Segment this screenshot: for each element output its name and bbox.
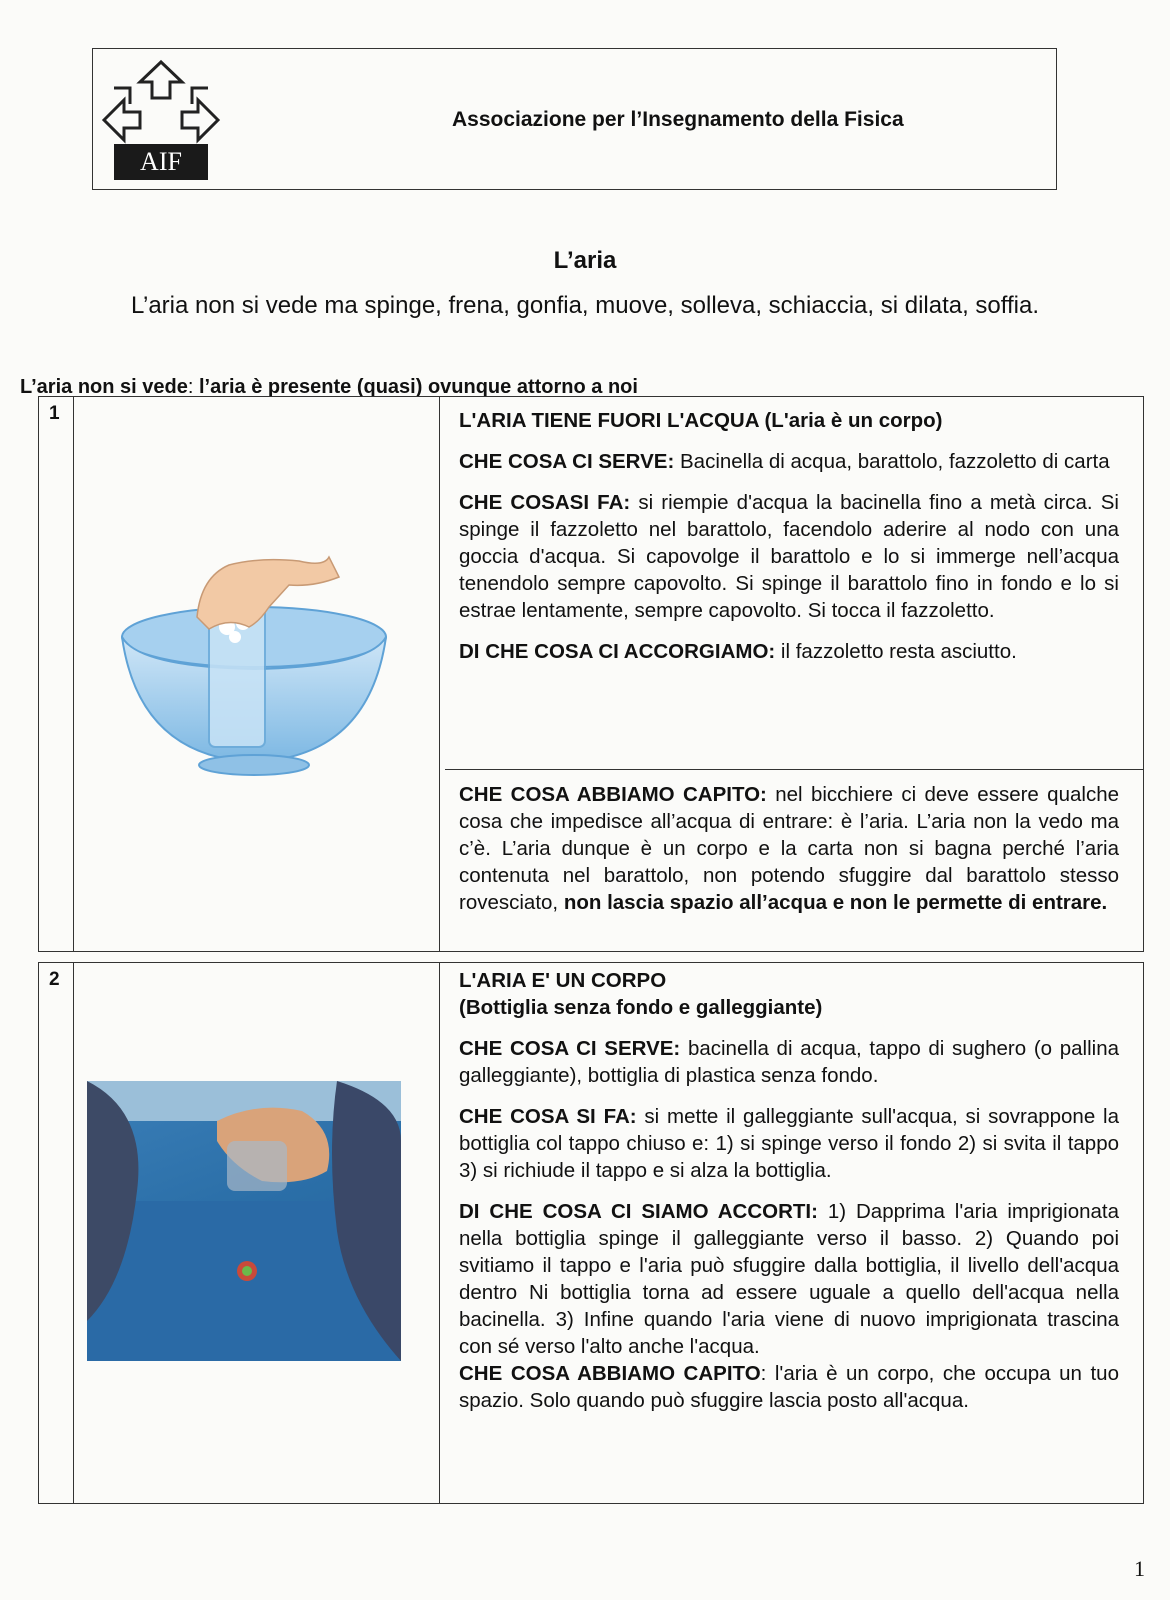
aif-logo [100,58,222,184]
experiment-title: L'ARIA E' UN CORPO (Bottiglia senza fondo e galleggiante) [459,969,823,1019]
capito-paragraph: CHE COSA ABBIAMO CAPITO: nel bicchiere ci deve essere qualche cosa che impedisce all’acqua di entrare: è l’aria. L’aria non la vedo ma c’è. L’aria dunque è un corpo e la carta non si bagna perché l’aria contenuta nel barattolo, non potendo sfuggire dal barattolo stesso rovesciato, non lascia spazio all’acqua e non le permette di entrare. [459,783,1119,914]
fa-paragraph: CHE COSA SI FA: si mette il galleggiante sull'acqua, si sovrappone la bottiglia col tappo chiuso e: 1) si spinge verso il fondo 2) si svita il tappo 3) si richiude il tappo e si alza la bottiglia. [459,1105,1119,1182]
experiment-1-conclusion [459,781,1119,930]
experiment-1 [38,396,1144,952]
experiment-1-text [459,407,1119,679]
capito-paragraph: CHE COSA ABBIAMO CAPITO: l'aria è un corpo, che occupa un tuo spazio. Solo quando può sfuggire lascia posto all'acqua. [459,1362,1119,1412]
experiment-2 [38,962,1144,1504]
experiment-title: L'ARIA TIENE FUORI L'ACQUA (L'aria è un corpo) [459,409,943,432]
bowl-illustration [109,547,409,797]
experiment-number: 1 [49,403,60,424]
page-subtitle: L’aria non si vede ma spinge, frena, gonfia, muove, solleva, schiaccia, si dilata, soffia. [130,292,1040,319]
page-number: 1 [1134,1556,1145,1581]
page-title: L’aria [553,247,617,274]
experiment-number: 2 [49,969,60,990]
accorgiamo-paragraph: DI CHE COSA CI ACCORGIAMO: il fazzoletto resta asciutto. [459,640,1017,663]
organization-name: Associazione per l’Insegnamento della Fisica [452,108,904,131]
experiment-2-text [459,967,1119,1428]
serve-paragraph: CHE COSA CI SERVE: Bacinella di acqua, barattolo, fazzoletto di carta [459,450,1110,473]
fa-paragraph: CHE COSASI FA: si riempie d'acqua la bacinella fino a metà circa. Si spinge il fazzoletto nel barattolo, facendolo aderire al nodo con una goccia d'acqua. Si capovolge il barattolo e lo si immerge nell’acqua tenendolo sempre capovolto. Si spinge il barattolo fino in fondo e lo si estrae lentamente, sempre capovolto. Si tocca il fazzoletto. [459,491,1119,622]
serve-paragraph: CHE COSA CI SERVE: bacinella di acqua, tappo di sughero (o pallina galleggiante), bottiglia di plastica senza fondo. [459,1037,1119,1087]
intro-part2: l’aria è presente (quasi) ovunque attorno a noi [193,376,638,398]
bottle-photo [87,1081,401,1361]
intro-part1: L’aria non si vede [20,376,188,398]
logo-text: AIF [140,147,182,176]
accorti-paragraph: DI CHE COSA CI SIAMO ACCORTI: 1) Dapprima l'aria imprigionata nella bottiglia spinge il galleggiante verso il basso. 2) Quando poi svitiamo il tappo e l'aria può sfuggire dalla bottiglia, il livello dell'acqua dentro Ni bottiglia torna ad essere uguale a quello dell'acqua nella bacinella. 3) Infine quando l'aria viene di nuovo imprigionata trascina con sé verso l'alto anche l'acqua. [459,1200,1119,1358]
intro-sep: : [187,376,194,398]
